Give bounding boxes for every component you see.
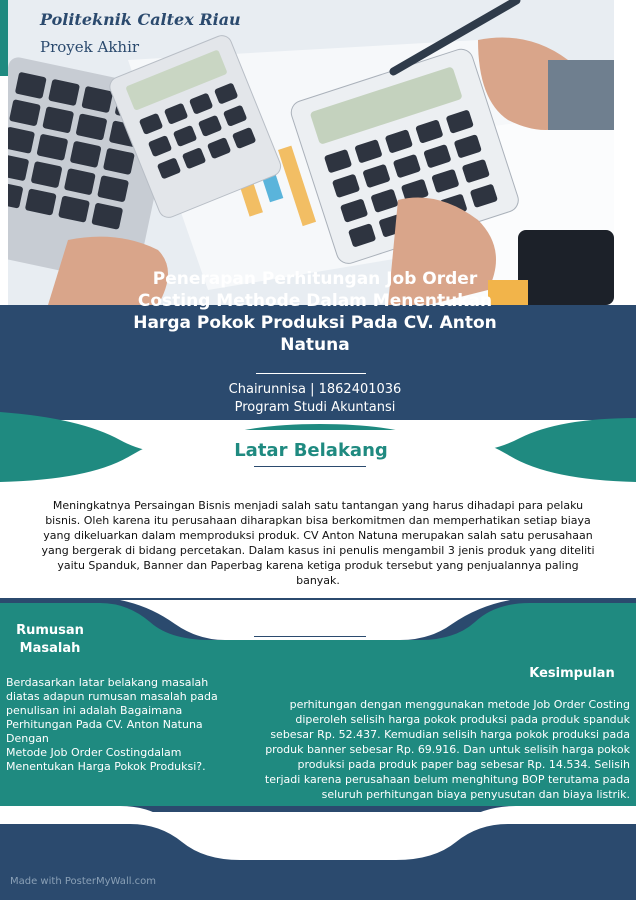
title-divider: [256, 373, 366, 374]
poster-title: Penerapan Perhitungan Job Order Costing Methode Dalam Menentukan Harga Pokok Produksi Pada CV. Anton Natuna: [133, 269, 497, 355]
rumusan-masalah-text-part1: Berdasarkan latar belakang masalah diatas adapun rumusan masalah pada penulisan ini adalah Bagaimana Perhitungan Pada CV. Anton Natuna Dengan: [6, 676, 218, 745]
institution-name: Politeknik Caltex Riau: [40, 10, 241, 29]
kesimpulan-text: perhitungan dengan menggunakan metode Job Order Costing diperoleh selisih harga pokok produksi pada produk spanduk sebesar Rp. 52.437. Kemudian selisih harga pokok produksi pada produk banner sebesar Rp. 69.916. Dan untuk selisih harga pokok produksi pada produk paper bag sebesar Rp. 14.534. Selisih terjadi karena perusahaan belum menghitung BOP terutama pada seluruh perhitungan biaya penyusutan dan biaya listrik.: [264, 698, 630, 801]
latar-belakang-divider: [254, 466, 366, 467]
rumusan-masalah-text: [6, 676, 232, 774]
rumusan-masalah-text-part2: Metode Job Order Costingdalam Menentukan Harga Pokok Produksi?.: [6, 746, 206, 773]
kesimpulan-heading: Kesimpulan: [529, 666, 615, 681]
author-block: [160, 381, 470, 417]
rumusan-masalah-heading: Rumusan Masalah: [16, 623, 84, 656]
project-label: Proyek Akhir: [40, 38, 140, 56]
study-program: Program Studi Akuntansi: [234, 400, 396, 415]
latar-belakang-text: Meningkatnya Persaingan Bisnis menjadi salah satu tantangan yang harus dihadapi para pelaku bisnis. Oleh karena itu perusahaan diharapkan bisa berkomitmen dan memperhatikan setiap biaya yang dikeluarkan dalam memproduksi produk. CV Anton Natuna merupakan salah satu perusahaan yang bergerak di bidang percetakan. Dalam kasus ini penulis mengambil 3 jenis produk yang diteliti yaitu Spanduk, Banner dan Paperbag karena ketiga produk tersebut yang penjualannya paling banyak.: [41, 499, 595, 587]
author-name-id: Chairunnisa | 1862401036: [228, 382, 402, 397]
latar-belakang-heading: Latar Belakang: [234, 440, 388, 461]
middle-divider: [254, 636, 366, 637]
made-with-watermark: Made with PosterMyWall.com: [10, 876, 157, 887]
